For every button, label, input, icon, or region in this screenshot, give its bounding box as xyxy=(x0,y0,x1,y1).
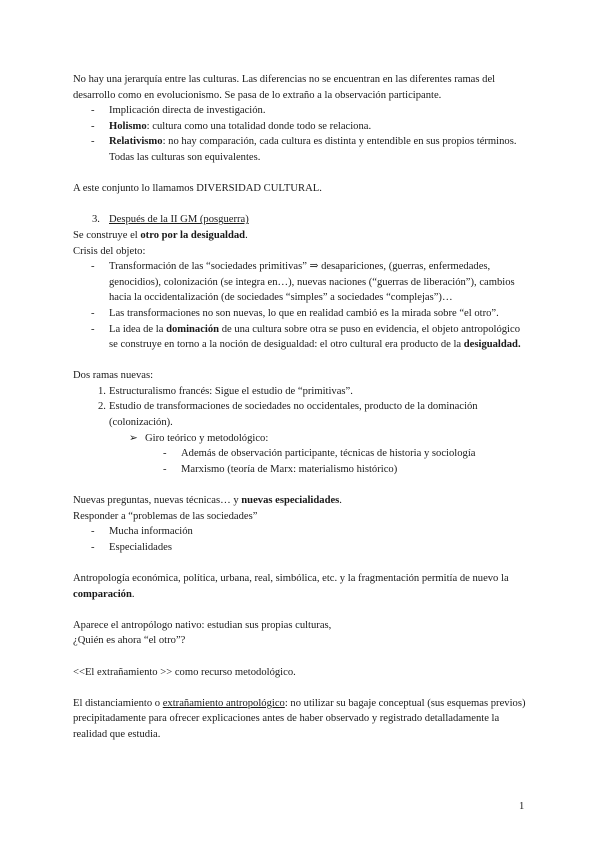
list-item: - La idea de la dominación de una cultura sobre otra se puso en evidencia, el objeto antropológico se construye en torno a la noción de desigualdad: el otro cultural era producto de la desigualdad. xyxy=(73,322,528,353)
list-item: - Mucha información xyxy=(73,524,528,540)
intro-paragraph: No hay una jerarquía entre las culturas. Las diferencias no se encuentran en las diferentes ramas del desarrollo como en evolucionismo. Se pasa de lo extraño a la observación participante. xyxy=(73,74,496,101)
arrow-bullet-icon: ➢ xyxy=(129,432,138,444)
list-item: 1. Estructuralismo francés: Sigue el estudio de “primitivas”. xyxy=(98,385,353,397)
branches-numbered-list xyxy=(73,384,528,431)
crisis-bullet-list xyxy=(73,259,528,353)
list-item: - Especialidades xyxy=(73,540,528,556)
section-heading: 3. Después de la II GM (posguerra) xyxy=(92,214,249,226)
crisis-label: Crisis del objeto: xyxy=(73,245,146,257)
respond-line: Responder a “problemas de las sociedades” xyxy=(73,510,258,522)
questions-line: Nuevas preguntas, nuevas técnicas… y nuevas especialidades. xyxy=(73,495,342,507)
anthropology-paragraph: Antropología económica, política, urbana, real, simbólica, etc. y la fragmentación permitía de nuevo la comparación. xyxy=(73,573,509,600)
section-title: Después de la II GM (posguerra) xyxy=(109,214,249,226)
list-item: - Holismo: cultura como una totalidad donde todo se relaciona. xyxy=(73,119,528,135)
list-item: 2. Estudio de transformaciones de sociedades no occidentales, producto de la dominación (colonización). xyxy=(98,401,478,429)
distancing-paragraph: El distanciamiento o extrañamiento antropológico: no utilizar su bagaje conceptual (sus esquemas previos) precipitadamente para ofrecer explicaciones antes de haber observado y registrado detalladamente la realidad que estudia. xyxy=(73,697,526,740)
section-intro: Se construye el otro por la desigualdad. xyxy=(73,229,248,241)
estrangement-line: <<El extrañamiento >> como recurso metodológico. xyxy=(73,666,296,678)
list-item: - Implicación directa de investigación. xyxy=(73,103,528,119)
list-item: - Marxismo (teoría de Marx: materialismo histórico) xyxy=(73,462,528,478)
document-page xyxy=(73,72,528,743)
relativismo-term: Relativismo xyxy=(109,136,163,148)
list-item: - Además de observación participante, técnicas de historia y sociología xyxy=(73,446,528,462)
turn-sub-list xyxy=(73,446,528,477)
question-line: ¿Quién es ahora “el otro”? xyxy=(73,635,186,647)
list-item: - Transformación de las “sociedades primitivas” ⇒ desapariciones, (guerras, enfermedades, genocidios), colonización (se integra en…), nuevas naciones (“guerras de liberación”), cambios hacia la occidentalización (de sociedades “simples” a sociedades “complejas”)… xyxy=(73,259,528,306)
diversity-statement: A este conjunto lo llamamos DIVERSIDAD CULTURAL. xyxy=(73,183,322,195)
intro-bullet-list xyxy=(73,103,528,165)
list-item: - Las transformaciones no son nuevas, lo que en realidad cambió es la mirada sobre “el otro”. xyxy=(73,306,528,322)
questions-list xyxy=(73,524,528,555)
holismo-term: Holismo xyxy=(109,120,147,132)
list-item: - Relativismo: no hay comparación, cada cultura es distinta y entendible en sus propios términos. Todas las culturas son equivalentes. xyxy=(73,134,528,165)
turn-item: ➢ Giro teórico y metodológico: xyxy=(73,431,528,447)
page-number: 1 xyxy=(519,801,525,812)
native-line: Aparece el antropólogo nativo: estudian sus propias culturas, xyxy=(73,619,332,631)
branches-intro: Dos ramas nuevas: xyxy=(73,370,154,382)
